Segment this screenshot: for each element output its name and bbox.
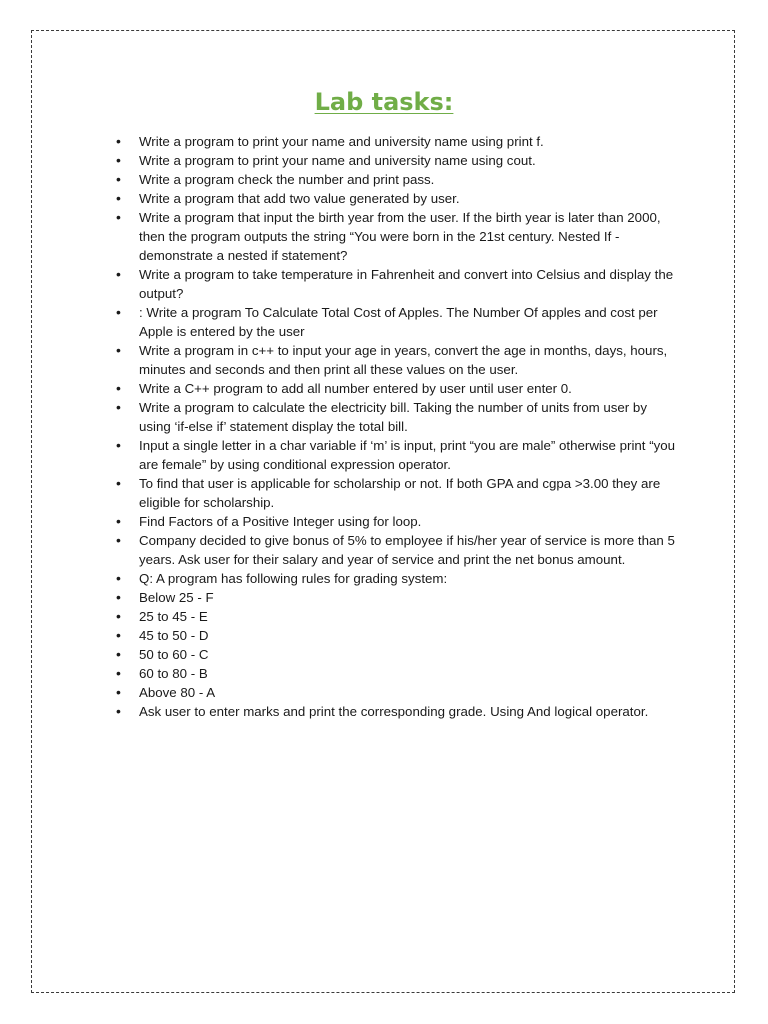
list-item: • Above 80 - A <box>116 683 676 702</box>
list-item: • Write a C++ program to add all number entered by user until user enter 0. <box>116 379 676 398</box>
list-item: • 45 to 50 - D <box>116 626 676 645</box>
task-list <box>116 132 676 721</box>
list-item: • 60 to 80 - B <box>116 664 676 683</box>
list-item: • Write a program in c++ to input your age in years, convert the age in months, days, hours, minutes and seconds and then print all these values on the user. <box>116 341 676 379</box>
list-item: • Write a program to print your name and university name using cout. <box>116 151 676 170</box>
list-item: • 50 to 60 - C <box>116 645 676 664</box>
list-item: • Write a program to print your name and university name using print f. <box>116 132 676 151</box>
list-item: • Write a program that input the birth year from the user. If the birth year is later than 2000, then the program outputs the string “You were born in the 21st century. Nested If - demonstrate a nested if statement? <box>116 208 676 265</box>
list-item: • Find Factors of a Positive Integer using for loop. <box>116 512 676 531</box>
list-item: • : Write a program To Calculate Total Cost of Apples. The Number Of apples and cost per Apple is entered by the user <box>116 303 676 341</box>
list-item: • Write a program that add two value generated by user. <box>116 189 676 208</box>
list-item: • To find that user is applicable for scholarship or not. If both GPA and cgpa >3.00 they are eligible for scholarship. <box>116 474 676 512</box>
list-item: • Input a single letter in a char variable if ‘m’ is input, print “you are male” otherwise print “you are female” by using conditional expression operator. <box>116 436 676 474</box>
list-item: • Below 25 - F <box>116 588 676 607</box>
list-item: • Q: A program has following rules for grading system: <box>116 569 676 588</box>
page-title: Lab tasks: <box>314 88 454 116</box>
list-item: • Ask user to enter marks and print the corresponding grade. Using And logical operator. <box>116 702 676 721</box>
list-item: • Write a program to take temperature in Fahrenheit and convert into Celsius and display the output? <box>116 265 676 303</box>
list-item: • Write a program check the number and print pass. <box>116 170 676 189</box>
list-item: • 25 to 45 - E <box>116 607 676 626</box>
list-item: • Company decided to give bonus of 5% to employee if his/her year of service is more than 5 years. Ask user for their salary and year of service and print the net bonus amount. <box>116 531 676 569</box>
list-item: • Write a program to calculate the electricity bill. Taking the number of units from user by using ‘if-else if’ statement display the total bill. <box>116 398 676 436</box>
